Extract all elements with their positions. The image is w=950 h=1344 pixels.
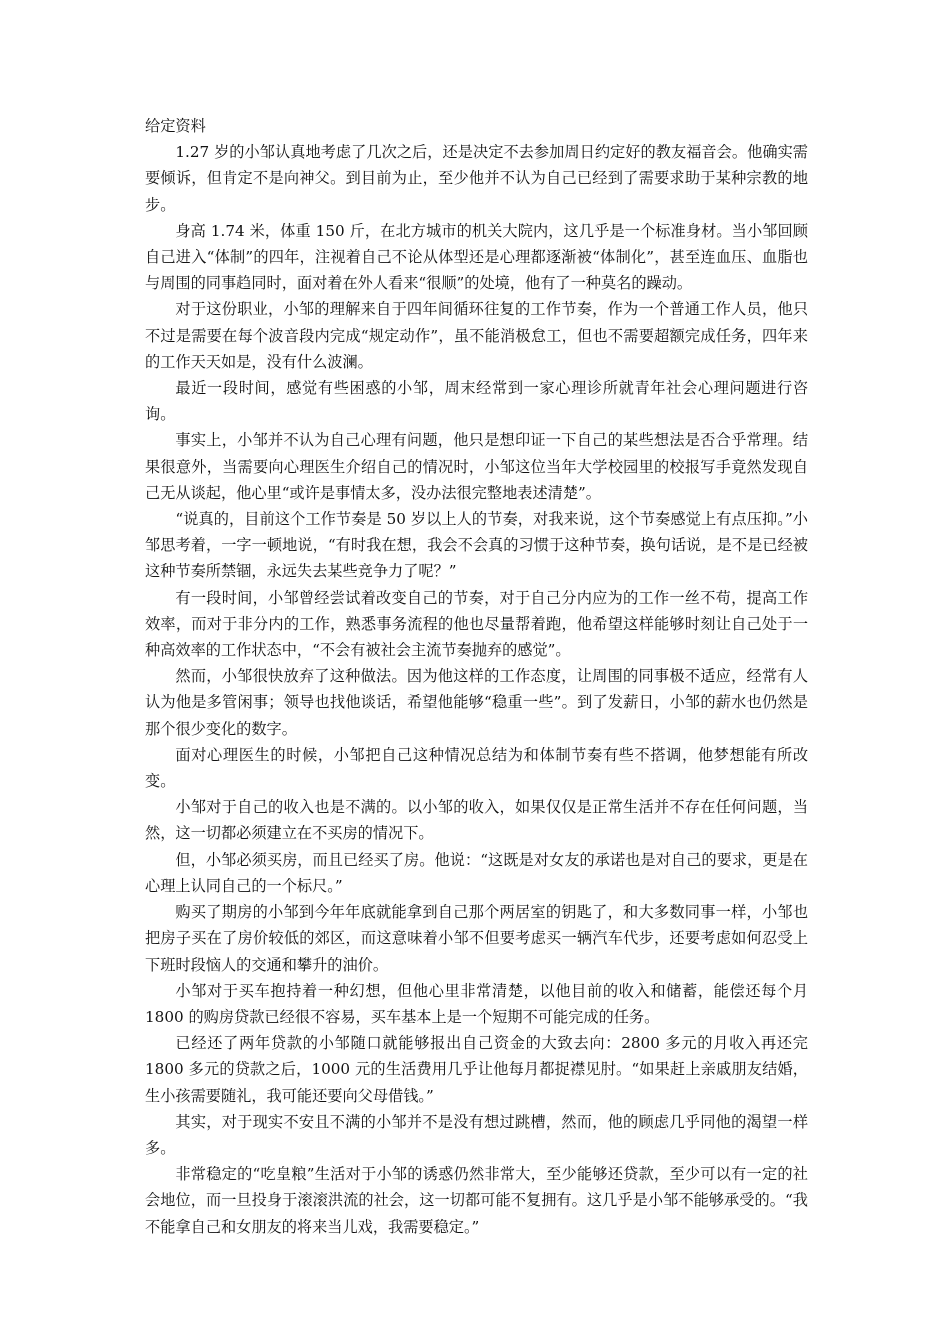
paragraph-8: 然而，小邹很快放弃了这种做法。因为他这样的工作态度，让周围的同事极不适应，经常有人认为他是多管闲事；领导也找他谈话，希望他能够“稳重一些”。到了发薪日，小邹的薪水也仍然是那个很少变化的数字。 — [145, 667, 808, 738]
document-page — [145, 113, 808, 1240]
paragraph-11: 但，小邹必须买房，而且已经买了房。他说：“这既是对女友的承诺也是对自己的要求，更是在心理上认同自己的一个标尺。” — [145, 850, 808, 895]
paragraph-13: 小邹对于买车抱持着一种幻想，但他心里非常清楚，以他目前的收入和储蓄，能偿还每个月 1800 的购房贷款已经很不容易，买车基本上是一个短期不可能完成的任务。 — [145, 981, 808, 1026]
paragraph-2: 身高 1.74 米，体重 150 斤，在北方城市的机关大院内，这几乎是一个标准身材。当小邹回顾自己进入“体制”的四年，注视着自己不论从体型还是心理都逐渐被“体制化”，甚至连血压、血脂也与周围的同事趋同时，面对着在外人看来“很顺”的处境，他有了一种莫名的躁动。 — [145, 221, 808, 293]
paragraph-6: “说真的，目前这个工作节奏是 50 岁以上人的节奏，对我来说，这个节奏感觉上有点压抑。”小邹思考着，一字一顿地说，“有时我在想，我会不会真的习惯于这种节奏，换句话说，是不是已经被这种节奏所禁锢，永远失去某些竞争力了呢？” — [145, 510, 808, 581]
document-heading: 给定资料 — [145, 117, 206, 135]
paragraph-15: 其实，对于现实不安且不满的小邹并不是没有想过跳槽，然而，他的顾虑几乎同他的渴望一样多。 — [145, 1112, 808, 1157]
paragraph-5: 事实上，小邹并不认为自己心理有问题，他只是想印证一下自己的某些想法是否合乎常理。结果很意外，当需要向心理医生介绍自己的情况时，小邹这位当年大学校园里的校报写手竟然发现自己无从谈起，他心里“或许是事情太多，没办法很完整地表述清楚”。 — [145, 431, 808, 502]
paragraph-7: 有一段时间，小邹曾经尝试着改变自己的节奏，对于自己分内应为的工作一丝不苟，提高工作效率，而对于非分内的工作，熟悉事务流程的他也尽量帮着跑，他希望这样能够时刻让自己处于一种高效率的工作状态中，“不会有被社会主流节奏抛弃的感觉”。 — [145, 588, 808, 660]
paragraph-12: 购买了期房的小邹到今年年底就能拿到自己那个两居室的钥匙了，和大多数同事一样，小邹也把房子买在了房价较低的郊区，而这意味着小邹不但要考虑买一辆汽车代步，还要考虑如何忍受上下班时段恼人的交通和攀升的油价。 — [145, 903, 808, 974]
paragraph-1: 1.27 岁的小邹认真地考虑了几次之后，还是决定不去参加周日约定好的教友福音会。他确实需要倾诉，但肯定不是向神父。到目前为止，至少他并不认为自己已经到了需要求助于某种宗教的地步。 — [145, 143, 808, 214]
paragraph-14: 已经还了两年贷款的小邹随口就能够报出自己资金的大致去向：2800 多元的月收入再还完 1800 多元的贷款之后，1000 元的生活费用几乎让他每月都捉襟见肘。“如果赶上亲戚朋友结婚，生小孩需要随礼，我可能还要向父母借钱。” — [145, 1034, 808, 1105]
paragraph-3: 对于这份职业，小邹的理解来自于四年间循环往复的工作节奏，作为一个普通工作人员，他只不过是需要在每个波音段内完成“规定动作”，虽不能消极怠工，但也不需要超额完成任务，四年来的工作天天如是，没有什么波澜。 — [145, 300, 808, 371]
paragraph-9: 面对心理医生的时候，小邹把自己这种情况总结为和体制节奏有些不搭调，他梦想能有所改变。 — [145, 745, 808, 791]
paragraph-10: 小邹对于自己的收入也是不满的。以小邹的收入，如果仅仅是正常生活并不存在任何问题，当然，这一切都必须建立在不买房的情况下。 — [145, 798, 808, 843]
paragraph-4: 最近一段时间，感觉有些困惑的小邹，周末经常到一家心理诊所就青年社会心理问题进行咨询。 — [145, 379, 808, 424]
paragraph-16: 非常稳定的“吃皇粮”生活对于小邹的诱惑仍然非常大，至少能够还贷款，至少可以有一定的社会地位，而一旦投身于滚滚洪流的社会，这一切都可能不复拥有。这几乎是小邹不能够承受的。“我不能拿自己和女朋友的将来当儿戏，我需要稳定。” — [145, 1165, 808, 1236]
